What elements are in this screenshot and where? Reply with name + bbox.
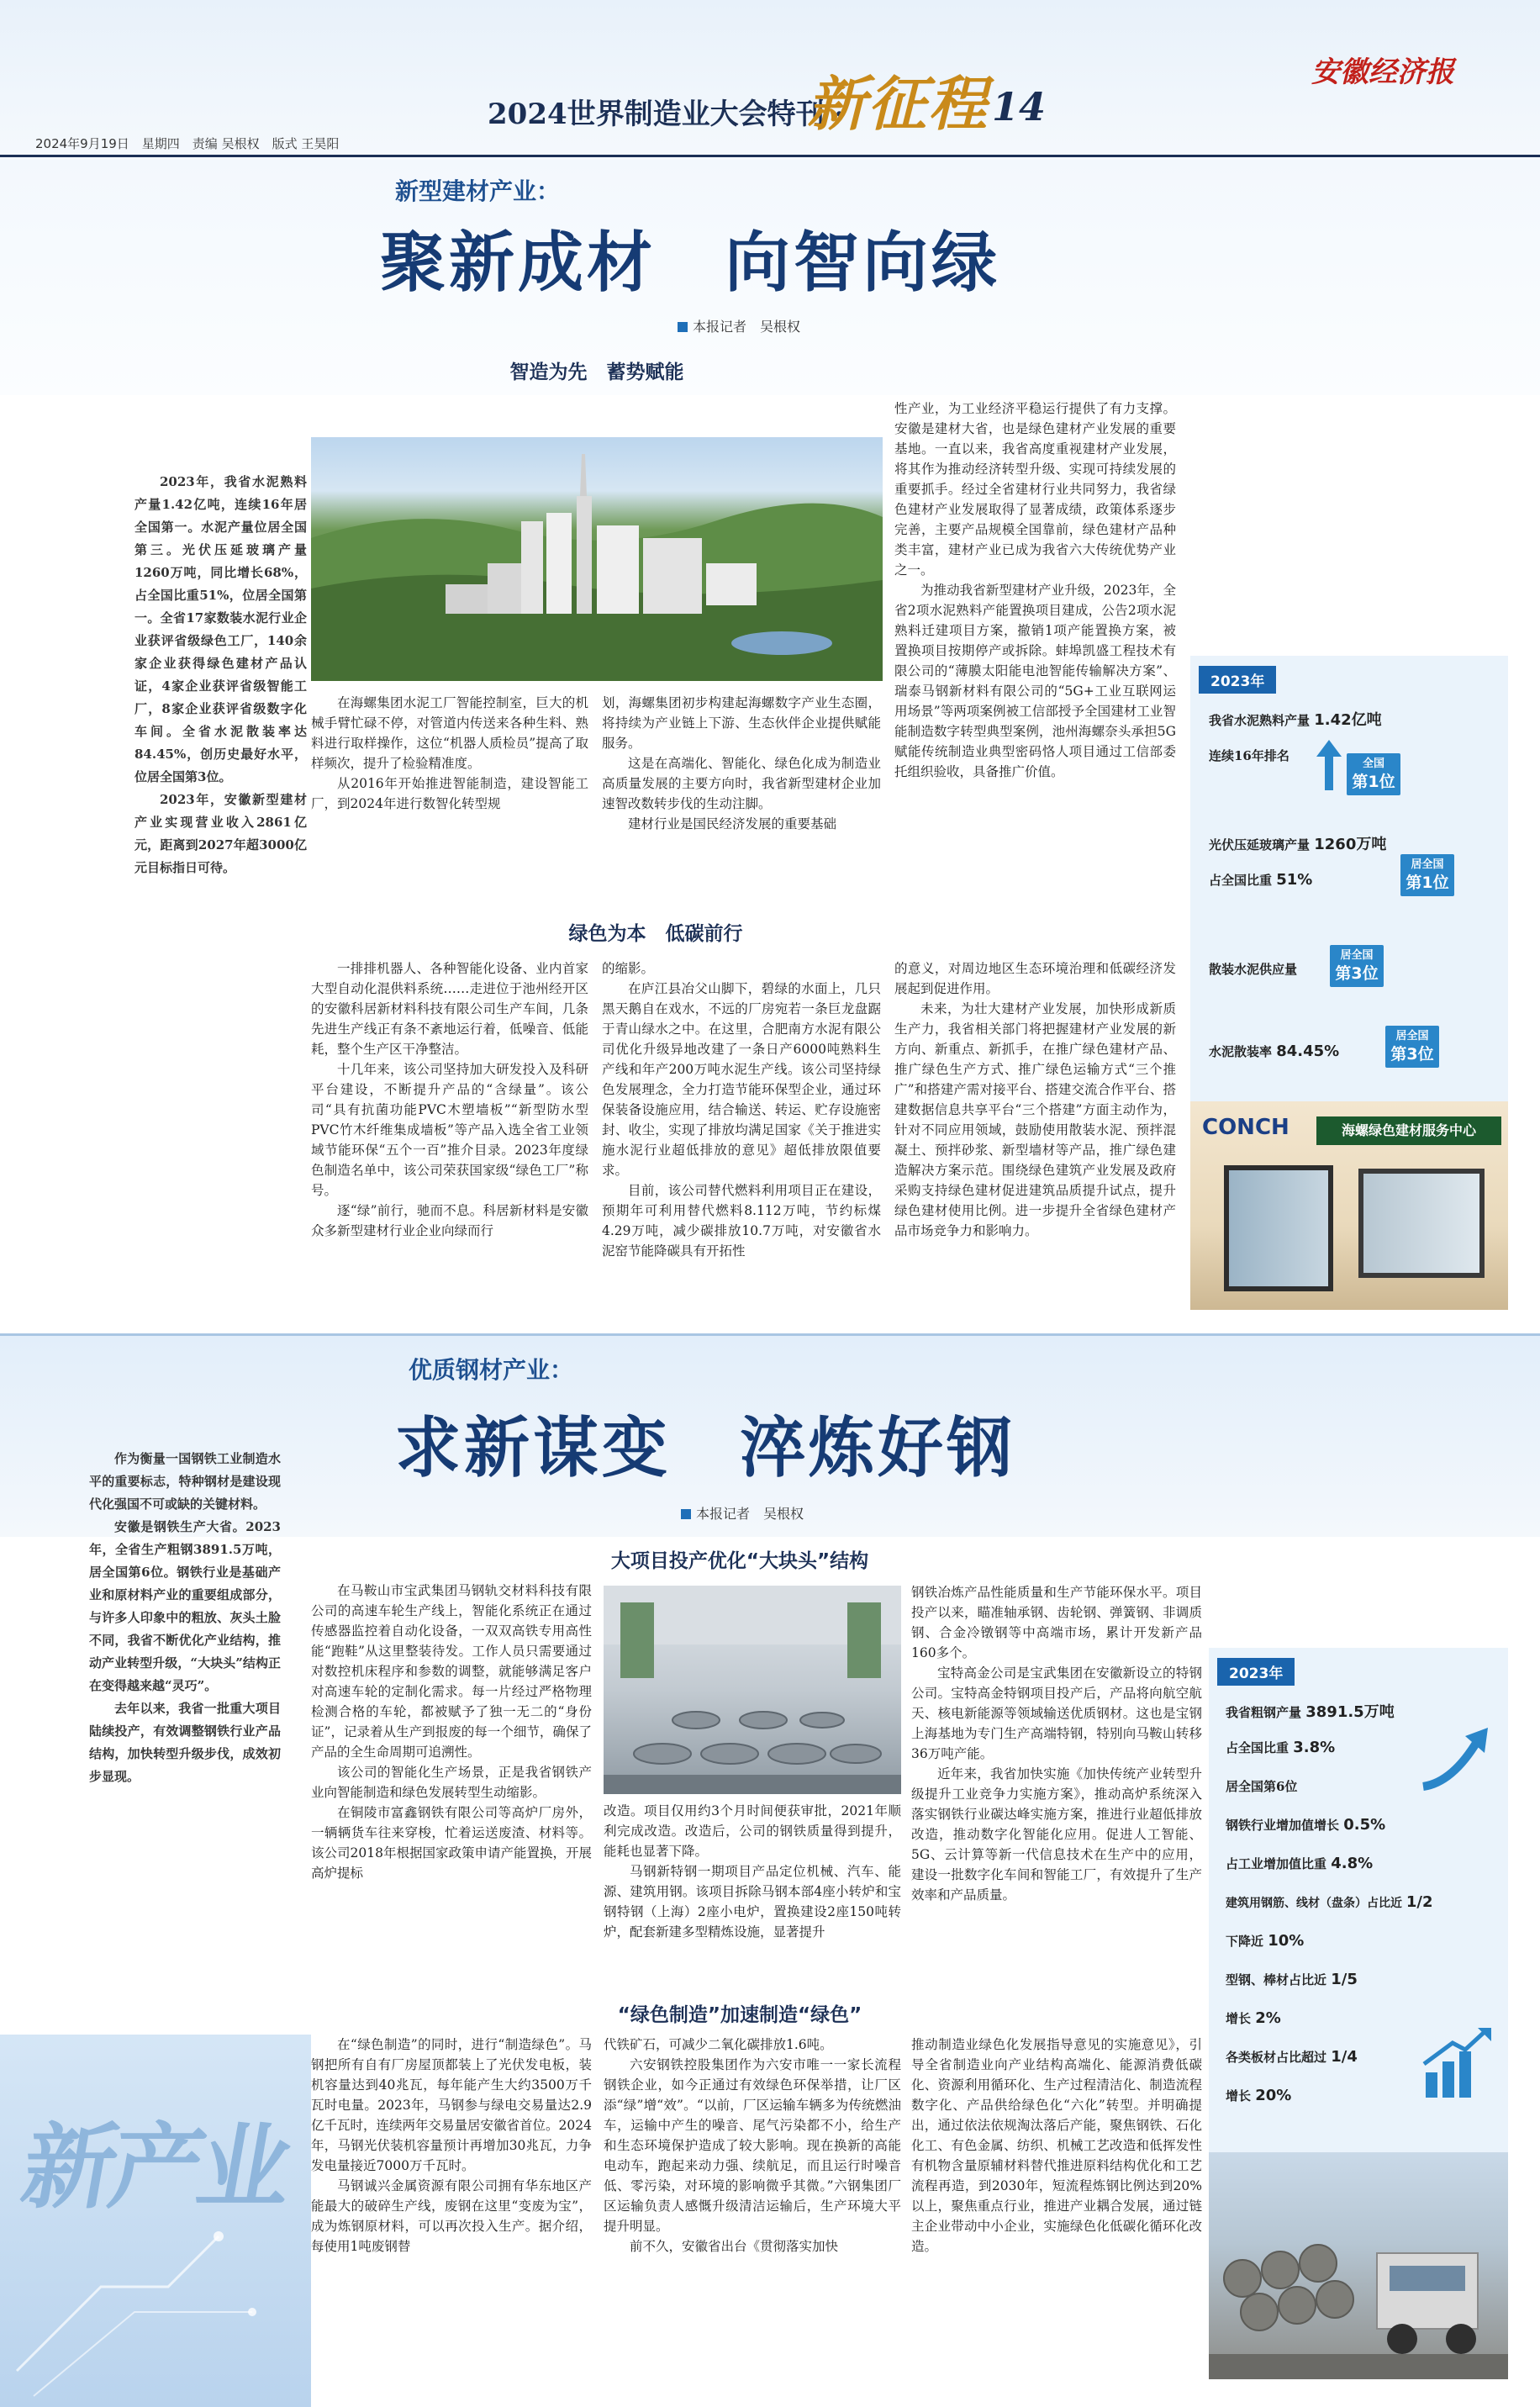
- body-paragraph: 前不久，安徽省出台《贯彻落实加快: [630, 2239, 839, 2254]
- stat-label: 钢铁行业增加值增长: [1226, 1818, 1340, 1833]
- section-divider: [0, 1333, 1540, 1336]
- article1-subhead1: 智造为先 蓄势赋能: [509, 362, 684, 383]
- body-paragraph: 在海螺集团水泥工厂智能控制室，巨大的机械手臂忙碌不停，对管道内传送来各种生料、熟料进行取样操作，这位“机器人质检员”提高了取样频次，提升了检验精准度。: [311, 695, 588, 771]
- stat-line: [1209, 747, 1289, 764]
- article2-byline: [681, 1503, 804, 1523]
- article1-byline: [678, 316, 800, 335]
- header-rule: [0, 155, 1540, 157]
- body-paragraph: 的意义，对周边地区生态环境治理和低碳经济发展起到促进作用。: [894, 961, 1176, 996]
- article1-headline: 聚新成材 向智向绿: [380, 225, 1001, 301]
- conch-showroom-photo: [1190, 1101, 1508, 1310]
- stat-value: 10%: [1268, 1932, 1305, 1950]
- stat-label: 我省水泥熟料产量: [1209, 713, 1311, 728]
- page-number: 14: [992, 84, 1047, 129]
- article1-sub1-col1: [311, 693, 588, 814]
- sidebar-paragraph: 去年以来，我省一批重大项目陆续投产，有效调整钢铁行业产品结构，加快转型升级步伐，成效初步显现。: [89, 1701, 281, 1784]
- rank-badge-top: 居全国: [1411, 858, 1444, 871]
- stat-line: [1209, 1043, 1339, 1060]
- stat-value: 2%: [1255, 2009, 1281, 2027]
- article1-sub2-col3: [894, 958, 1176, 1241]
- article1-sub1-col3: [894, 399, 1176, 782]
- stat-label: 下降近: [1226, 1934, 1264, 1949]
- article2-sidebar: [89, 1448, 281, 1788]
- stat-value: 1/2: [1406, 1893, 1433, 1911]
- sidebar-paragraph: 2023年，安徽新型建材产业实现营业收入2861亿元，距离到2027年超3000亿元目标指日可待。: [134, 792, 307, 875]
- article1-sub1-col2: [602, 693, 881, 834]
- showroom-window: [1358, 1169, 1485, 1278]
- arrow-up-icon: [1316, 740, 1342, 790]
- showroom-brand: CONCH: [1202, 1115, 1289, 1140]
- stat-line: [1226, 1893, 1500, 1932]
- stat-label: 光伏压延玻璃产量: [1209, 837, 1311, 852]
- stat-label: 居全国第6位: [1226, 1779, 1298, 1794]
- stat-value: 1.42亿吨: [1314, 711, 1382, 729]
- stat-label: 散装水泥供应量: [1209, 962, 1298, 977]
- body-paragraph: 马钢诚兴金属资源有限公司拥有华东地区产能最大的破碎生产线，废钢在这里“变废为宝”，成为炼钢原材料，可以再次投入生产。据介绍，每使用1吨废钢替: [311, 2178, 592, 2254]
- rank-badge: [1347, 753, 1400, 795]
- stat-value: 0.5%: [1343, 1816, 1386, 1834]
- rank-badge-value: 第3位: [1390, 1045, 1434, 1064]
- stat-label: 我省粗钢产量: [1226, 1705, 1302, 1720]
- new-industry-art-text: 新产业: [14, 2114, 296, 2221]
- rank-badge-top: 全国: [1362, 757, 1384, 770]
- stat-value: 3.8%: [1293, 1739, 1336, 1756]
- stat-value: 1/4: [1331, 2048, 1358, 2066]
- stats-year-tag: 2023年: [1217, 1658, 1295, 1686]
- factory-drawing: [604, 1586, 901, 1794]
- article1-kicker: 新型建材产业：: [395, 177, 561, 205]
- stat-value: 51%: [1276, 871, 1313, 889]
- body-paragraph: 在铜陵市富鑫钢铁有限公司等高炉厂房外，一辆辆货车往来穿梭，忙着运送废渣、材料等。该公司2018年根据国家政策申请产能置换，开展高炉提标: [311, 1805, 592, 1881]
- stat-label: 连续16年排名: [1209, 748, 1289, 763]
- body-paragraph: 在庐江县冶父山脚下，碧绿的水面上，几只黑天鹅自在戏水，不远的厂房宛若一条巨龙盘踞于青山绿水之中。在这里，合肥南方水泥有限公司优化升级异地改建了一条日产6000吨熟料生产线和年产200万吨水泥生产线。该公司坚持绿色发展理念，全力打造节能环保型企业，通过环保装备设施应用，结合输送、转运、贮存设施密封、收尘，实现了排放均满足国家《关于推进实施水泥行业超低排放的意见》超低排放限值要求。: [602, 981, 881, 1178]
- body-paragraph: 未来，为壮大建材产业发展，加快形成新质生产力，我省相关部门将把握建材产业发展的新方向、新重点、新抓手，在推广绿色建材产品、推广绿色生产方式、推广绿色运输方式“三个推广”和搭建产需对接平台、搭建交流合作平台、搭建数据信息共享平台“三个搭建”方面主动作为，针对不同应用领域，鼓励使用散装水泥、预拌混凝土、预拌砂浆、新型墙材等产品，推广绿色建造解决方案示范。围绕绿色建筑产业发展及政府采购支持绿色建材促进建筑品质提升试点，提升绿色建材使用比例。进一步提升全省绿色建材产品市场竞争力和影响力。: [894, 1001, 1176, 1238]
- article2-stats-panel: [1209, 1648, 1508, 2152]
- stat-line: [1226, 1932, 1500, 1971]
- body-paragraph: 的缩影。: [602, 961, 655, 976]
- truck-drawing: [1209, 2152, 1508, 2379]
- byline-marker-icon: [681, 1509, 691, 1519]
- stat-value: 1260万吨: [1314, 836, 1387, 853]
- article2-sub2-col2: [604, 2035, 901, 2257]
- stat-label: 占全国比重: [1226, 1740, 1289, 1755]
- stat-line: [1226, 1971, 1500, 2009]
- article1-subhead2: 绿色为本 低碳前行: [568, 923, 743, 945]
- article1-sidebar: [134, 471, 307, 879]
- stat-line: [1226, 1855, 1500, 1893]
- rank-badge-value: 第1位: [1406, 874, 1449, 892]
- body-paragraph: 马钢新特钢一期项目产品定位机械、汽车、能源、建筑用钢。该项目拆除马钢本部4座小转炉和宝钢特钢（上海）2座小电炉，置换建设2座150吨转炉，配套新建多型精炼设施，显著提升: [604, 1864, 901, 1940]
- body-paragraph: 在“绿色制造”的同时，进行“制造绿色”。马钢把所有自有厂房屋顶都装上了光伏发电板，装机容量达到40兆瓦，每年能产生大约3500万千瓦时电量。2023年，马钢参与绿电交易量达2.9亿千瓦时，连续两年交易量居安徽省首位。2024年，马钢光伏装机容量预计再增加30兆瓦，力争发电量接近7000万千瓦时。: [311, 2037, 592, 2173]
- stat-line: [1226, 1816, 1500, 1855]
- body-paragraph: 代铁矿石，可减少二氧化碳排放1.6吨。: [604, 2037, 833, 2052]
- wheel-factory-photo: [604, 1586, 901, 1794]
- body-paragraph: 这是在高端化、智能化、绿色化成为制造业高质量发展的主要方向时，我省新型建材企业加速智改数转步伐的生动注脚。: [602, 756, 881, 811]
- stat-label: 型钢、棒材占比近: [1226, 1972, 1327, 1987]
- masthead: [0, 0, 1540, 160]
- article2-sub1-col3: [911, 1582, 1202, 1905]
- rank-badge: [1400, 854, 1454, 896]
- sidebar-paragraph: 2023年，我省水泥熟料产量1.42亿吨，连续16年居全国第一。水泥产量位居全国第三。光伏压延玻璃产量1260万吨，同比增长68%，占全国比重51%，位居全国第一。全省17家数装水泥行业企业获评省级绿色工厂，140余家企业获得绿色建材产品认证，4家企业获评省级智能工厂，8家企业获评省级数字化车间。全省水泥散装率达84.45%，创历史最好水平，位居全国第3位。: [134, 474, 307, 784]
- article2-subhead1: 大项目投产优化“大块头”结构: [610, 1550, 869, 1572]
- paper-name: 安徽经济报: [1311, 55, 1454, 89]
- body-paragraph: 钢铁冶炼产品性能质量和生产节能环保水平。项目投产以来，瞄准轴承钢、齿轮钢、弹簧钢、非调质钢、合金冷镦钢等中高端市场，累计开发新产品160多个。: [911, 1585, 1202, 1660]
- stat-line: [1209, 871, 1312, 889]
- byline-marker-icon: [678, 322, 688, 332]
- article2-sub2-col1: [311, 2035, 592, 2257]
- article1-stats-panel: [1190, 656, 1508, 1101]
- stat-value: 20%: [1255, 2087, 1292, 2104]
- body-paragraph: 推动制造业绿色化发展指导意见的实施意见》，引导全省制造业向产业结构高端化、能源消费低碳化、资源利用循环化、生产过程清洁化、制造流程数字化、产品供给绿色化“六化”转型。并明确提出，通过依法依规淘汰落后产能，聚焦钢铁、石化化工、有色金属、纺织、机械工艺改造和低挥发性有机物含量原辅材料替代推进原料结构优化和工艺流程再造，到2030年，短流程炼钢比例达到20%以上，聚焦重点行业，推进产业耦合发展，通过链主企业带动中小企业，实施绿色化低碳化循环化改造。: [911, 2037, 1202, 2254]
- stat-line: [1209, 708, 1382, 730]
- body-paragraph: 从2016年开始推进智能制造，建设智能工厂，到2024年进行数智化转型规: [311, 776, 588, 811]
- cement-plant-drawing: [311, 437, 883, 681]
- brand-art: 新征程: [807, 69, 989, 139]
- body-paragraph: 一排排机器人、各种智能化设备、业内首家大型自动化混供料系统……走进位于池州经开区的安徽科居新材料科技有限公司生产车间，几条先进生产线正有条不紊地运行着，低噪音、低能耗，整个生产区干净整洁。: [311, 961, 588, 1057]
- body-paragraph: 为推动我省新型建材产业升级，2023年，全省2项水泥熟料产能置换项目建成，公告2项水泥熟料迁建项目方案，撤销1项产能置换方案，被置换项目按期停产或拆除。蚌埠凯盛工程技术有限公司的“薄膜太阳能电池智能传输解决方案”、瑞泰马钢新材料有限公司的“5G+工业互联网运用场景”等两项案例被工信部授予全国建材工业智能制造数字转型典型案例，池州海螺奈头承担5G赋能传统制造业典型密码恪人项目通过工信部委托组织验收，具备推广价值。: [894, 583, 1176, 779]
- body-paragraph: 六安钢铁控股集团作为六安市唯一一家长流程钢铁企业，如今正通过有效绿色环保举措，让厂区添“绿”增“效”。“以前，厂区运输车辆多为传统燃油车，运输中产生的噪音、尾气污染都不小，给生产和生态环境保护造成了较大影响。现在换新的高能电动车，跑起来动力强、续航足，而且运行时噪音低、零污染，对环境的影响微乎其微。”六钢集团厂区运输负责人感慨升级清洁运输后，生产环境大平提升明显。: [604, 2057, 901, 2234]
- stat-value: 4.8%: [1331, 1855, 1374, 1872]
- body-paragraph: 该公司的智能化生产场景，正是我省钢铁产业向智能制造和绿色发展转型生动缩影。: [311, 1765, 592, 1800]
- date-line: 2024年9月19日 星期四 责编 吴根权 版式 王昊阳: [35, 136, 340, 151]
- stat-label: 增长: [1226, 2011, 1252, 2026]
- showroom-sign: [1316, 1116, 1501, 1145]
- stats-year-tag: 2023年: [1199, 666, 1276, 694]
- body-paragraph: 宝特高金公司是宝武集团在安徽新设立的特钢公司。宝特高金特钢项目投产后，产品将向航空航天、核电新能源等领域输送优质钢材。这也是宝钢上海基地为专门生产高端特钢，特别向马鞍山转移36万吨产能。: [911, 1665, 1202, 1761]
- body-paragraph: 在马鞍山市宝武集团马钢轨交材料科技有限公司的高速车轮生产线上，智能化系统正在通过传感器监控着自动化设备，一双双高铁专用高性能“跑鞋”从这里整装待发。工作人员只需要通过对数控机床程序和参数的调整，就能够满足客户对高速车轮的定制化需求。每一片经过严格物理检测合格的车轮，都被赋予了独一无二的“身份证”，记录着从生产到报废的每一个细节，确保了产品的全生命周期可追溯性。: [311, 1583, 592, 1760]
- stat-value: 3891.5万吨: [1305, 1703, 1395, 1721]
- body-paragraph: 划，海螺集团初步构建起海螺数字产业生态圈，将持续为产业链上下游、生态伙伴企业提供赋能服务。: [602, 695, 881, 751]
- trend-arrow-icon: [1419, 1723, 1495, 1791]
- stat-label: 建筑用钢筋、线材（盘条）占比近: [1226, 1897, 1402, 1910]
- rank-badge-value: 第3位: [1335, 964, 1379, 983]
- article2-sub1-col1: [311, 1581, 592, 1883]
- byline-text: 本报记者 吴根权: [693, 319, 801, 335]
- stat-value: 1/5: [1331, 1971, 1358, 1988]
- cement-plant-photo: [311, 437, 883, 681]
- article2-sub2-col3: [911, 2035, 1202, 2257]
- rank-badge-top: 居全国: [1340, 949, 1374, 962]
- stat-label: 占工业增加值比重: [1226, 1856, 1327, 1871]
- article1-sub2-col1: [311, 958, 588, 1241]
- special-title: 2024世界制造业大会特刊 ·: [488, 98, 845, 131]
- steel-truck-photo: [1209, 2152, 1508, 2379]
- body-paragraph: 性产业，为工业经济平稳运行提供了有力支撑。安徽是建材大省，也是绿色建材产业发展的重要基地。一直以来，我省高度重视建材产业发展，将其作为推动经济转型升级、实现可持续发展的重要抓手。经过全省建材行业共同努力，我省绿色建材产业发展取得了显著成绩，政策体系逐步完善，主要产品规模全国靠前，绿色建材产品种类丰富，建材产业已成为我省六大传统优势产业之一。: [894, 401, 1176, 578]
- showroom-door: [1224, 1165, 1333, 1291]
- rank-badge-top: 居全国: [1395, 1030, 1429, 1043]
- body-paragraph: 建材行业是国民经济发展的重要基础: [628, 816, 837, 831]
- stat-line: [1209, 832, 1386, 854]
- article2-headline: 求新谋变 淬炼好钢: [395, 1411, 1016, 1486]
- body-paragraph: 十几年来，该公司坚持加大研发投入及科研平台建设，不断提升产品的“含绿量”。该公司“具有抗菌功能PVC木塑墙板”“新型防水型PVC竹木纤维集成墙板”等产品入选全省工业领域节能环保“五个一百”推介目录。2023年度绿色制造名单中，该公司荣获国家级“绿色工厂”称号。: [311, 1062, 588, 1198]
- stat-label: 各类板材占比超过: [1226, 2050, 1327, 2065]
- stat-label: 水泥散装率: [1209, 1044, 1273, 1059]
- rank-badge-value: 第1位: [1352, 773, 1395, 791]
- stat-label: 增长: [1226, 2088, 1252, 2103]
- rank-badge: [1385, 1026, 1439, 1068]
- byline-text: 本报记者 吴根权: [696, 1506, 804, 1522]
- stat-value: 84.45%: [1276, 1043, 1340, 1060]
- circuit-lines: [0, 2035, 311, 2407]
- body-paragraph: 逐“绿”前行，驰而不息。科居新材料是安徽众多新型建材行业企业向绿而行: [311, 1203, 588, 1238]
- stat-line: [1209, 960, 1297, 978]
- article2-kicker: 优质钢材产业：: [409, 1356, 574, 1384]
- stat-label: 占全国比重: [1209, 873, 1273, 888]
- rank-badge: [1330, 945, 1384, 987]
- showroom-sign-text: 海螺绿色建材服务中心: [1341, 1122, 1476, 1138]
- article2-subhead2: “绿色制造”加速制造“绿色”: [617, 2004, 862, 2026]
- new-industry-art: [0, 2035, 311, 2407]
- sidebar-paragraph: 安徽是钢铁生产大省。2023年，全省生产粗钢3891.5万吨，居全国第6位。钢铁行业是基础产业和原材料产业的重要组成部分，与许多人印象中的粗放、灰头土脸不同，我省不断优化产业结构，推动产业转型升级，“大块头”结构正在变得越来越“灵巧”。: [89, 1519, 281, 1693]
- article1-sub2-col2: [602, 958, 881, 1261]
- body-paragraph: 近年来，我省加快实施《加快传统产业转型升级提升工业竞争力实施方案》，推动高炉系统深入落实钢铁行业碳达峰实施方案，推进行业超低排放改造，推动数字化智能化应用。促进人工智能、5G、云计算等新一代信息技术在生产中的应用，建设一批数字化车间和智能工厂，有效提升了生产效率和产品质量。: [911, 1766, 1202, 1903]
- body-paragraph: 改造。项目仅用约3个月时间便获审批，2021年顺利完成改造。改造后，公司的钢铁质量得到提升，能耗也显著下降。: [604, 1803, 901, 1859]
- bar-growth-icon: [1419, 2026, 1495, 2102]
- article2-sub1-col2: [604, 1801, 901, 1942]
- sidebar-paragraph: 作为衡量一国钢铁工业制造水平的重要标志，特种钢材是建设现代化强国不可或缺的关键材料。: [89, 1451, 281, 1512]
- body-paragraph: 目前，该公司替代燃料利用项目正在建设，预期年可利用替代燃料8.112万吨，节约标煤4.29万吨，减少碳排放10.7万吨，对安徽省水泥窑节能降碳具有开拓性: [602, 1183, 881, 1259]
